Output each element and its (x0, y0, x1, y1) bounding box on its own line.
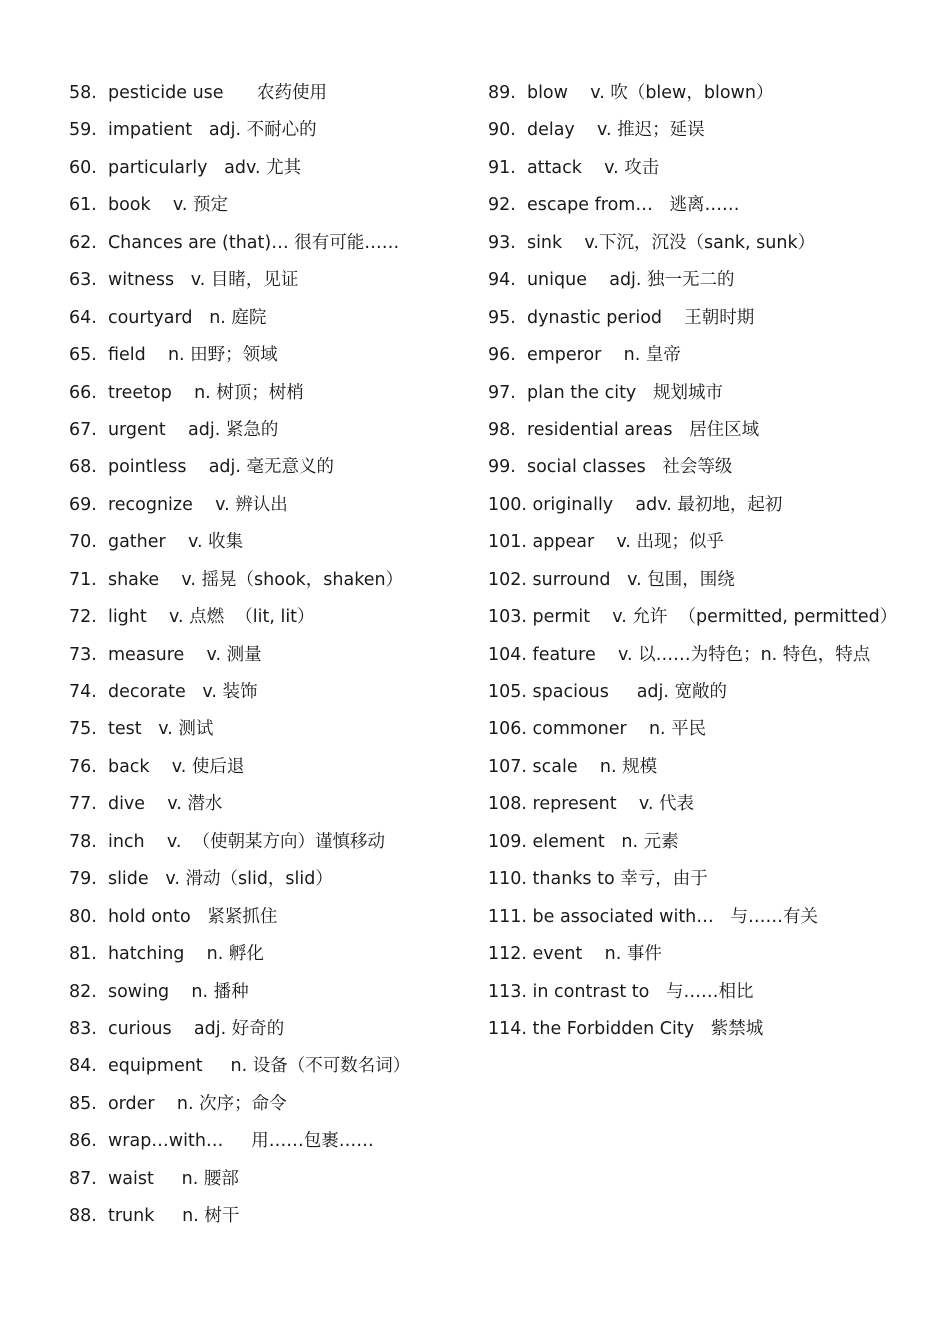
vocab-entry-110: 110. thanks to 幸亏，由于 (488, 869, 708, 890)
vocab-entry-112: 112. event n. 事件 (488, 944, 662, 965)
vocab-entry-82: 82. sowing n. 播种 (69, 981, 249, 1002)
vocab-entry-89: 89. blow v. 吹（blew，blown） (488, 83, 774, 103)
vocab-entry-62: 62. Chances are (that)… 很有可能…… (69, 232, 400, 253)
vocab-entry-99: 99. social classes 社会等级 (488, 457, 733, 478)
vocab-entry-69: 69. recognize v. 辨认出 (69, 494, 288, 515)
vocab-entry-92: 92. escape from… 逃离…… (488, 195, 740, 216)
vocab-entry-86: 86. wrap…with… 用……包裹…… (69, 1131, 374, 1152)
vocab-entry-77: 77. dive v. 潜水 (69, 794, 223, 815)
vocab-entry-63: 63. witness v. 目睹，见证 (69, 270, 299, 291)
vocab-entry-105: 105. spacious adj. 宽敞的 (488, 682, 728, 702)
vocab-entry-76: 76. back v. 使后退 (69, 756, 245, 777)
vocab-entry-74: 74. decorate v. 装饰 (69, 682, 258, 702)
vocab-entry-88: 88. trunk n. 树干 (69, 1206, 240, 1227)
vocab-entry-71: 71. shake v. 摇晃（shook，shaken） (69, 569, 404, 590)
vocab-entry-83: 83. curious adj. 好奇的 (69, 1018, 285, 1039)
vocab-entry-80: 80. hold onto 紧紧抓住 (69, 906, 278, 927)
vocab-entry-73: 73. measure v. 测量 (69, 644, 262, 665)
vocab-entry-67: 67. urgent adj. 紧急的 (69, 419, 279, 440)
vocab-entry-65: 65. field n. 田野；领域 (69, 345, 278, 366)
vocab-entry-64: 64. courtyard n. 庭院 (69, 307, 267, 328)
vocabulary-list-right (488, 75, 928, 1048)
vocab-entry-108: 108. represent v. 代表 (488, 794, 695, 815)
vocab-entry-75: 75. test v. 测试 (69, 719, 214, 740)
vocabulary-list-left (69, 75, 469, 1236)
vocab-entry-90: 90. delay v. 推迟；延误 (488, 120, 705, 141)
vocab-entry-68: 68. pointless adj. 毫无意义的 (69, 457, 335, 478)
vocab-entry-98: 98. residential areas 居住区域 (488, 419, 760, 440)
vocab-entry-109: 109. element n. 元素 (488, 831, 679, 852)
vocab-entry-78: 78. inch v. （使朝某方向）谨慎移动 (69, 831, 386, 852)
vocab-entry-70: 70. gather v. 收集 (69, 532, 244, 553)
vocab-entry-114: 114. the Forbidden City 紫禁城 (488, 1018, 764, 1039)
vocab-entry-85: 85. order n. 次序；命令 (69, 1093, 287, 1114)
vocab-entry-84: 84. equipment n. 设备（不可数名词） (69, 1056, 411, 1077)
vocab-entry-61: 61. book v. 预定 (69, 195, 228, 216)
vocab-entry-94: 94. unique adj. 独一无二的 (488, 270, 735, 291)
vocab-entry-111: 111. be associated with… 与……有关 (488, 906, 818, 927)
vocab-entry-107: 107. scale n. 规模 (488, 756, 658, 777)
vocab-entry-72: 72. light v. 点燃 （lit, lit） (69, 607, 315, 628)
vocab-entry-100: 100. originally adv. 最初地，起初 (488, 494, 783, 515)
vocab-entry-59: 59. impatient adj. 不耐心的 (69, 120, 317, 141)
vocab-entry-58: 58. pesticide use 农药使用 (69, 83, 327, 103)
vocab-entry-93: 93. sink v.下沉，沉没（sank, sunk） (488, 232, 816, 253)
vocab-entry-103: 103. permit v. 允许 （permitted, permitted） (488, 607, 898, 628)
vocab-entry-60: 60. particularly adv. 尤其 (69, 157, 302, 178)
vocab-entry-106: 106. commoner n. 平民 (488, 719, 707, 740)
vocab-entry-66: 66. treetop n. 树顶；树梢 (69, 382, 304, 403)
vocab-entry-95: 95. dynastic period 王朝时期 (488, 307, 755, 328)
vocab-entry-79: 79. slide v. 滑动（slid，slid） (69, 869, 333, 890)
vocab-entry-87: 87. waist n. 腰部 (69, 1168, 239, 1189)
vocab-entry-113: 113. in contrast to 与……相比 (488, 981, 754, 1002)
vocab-entry-102: 102. surround v. 包围，围绕 (488, 569, 735, 590)
vocab-entry-104: 104. feature v. 以……为特色；n. 特色，特点 (488, 644, 871, 665)
vocab-entry-91: 91. attack v. 攻击 (488, 157, 660, 178)
vocab-entry-101: 101. appear v. 出现；似乎 (488, 532, 725, 553)
vocab-entry-96: 96. emperor n. 皇帝 (488, 345, 681, 366)
vocab-entry-97: 97. plan the city 规划城市 (488, 382, 723, 403)
vocab-entry-81: 81. hatching n. 孵化 (69, 944, 264, 965)
